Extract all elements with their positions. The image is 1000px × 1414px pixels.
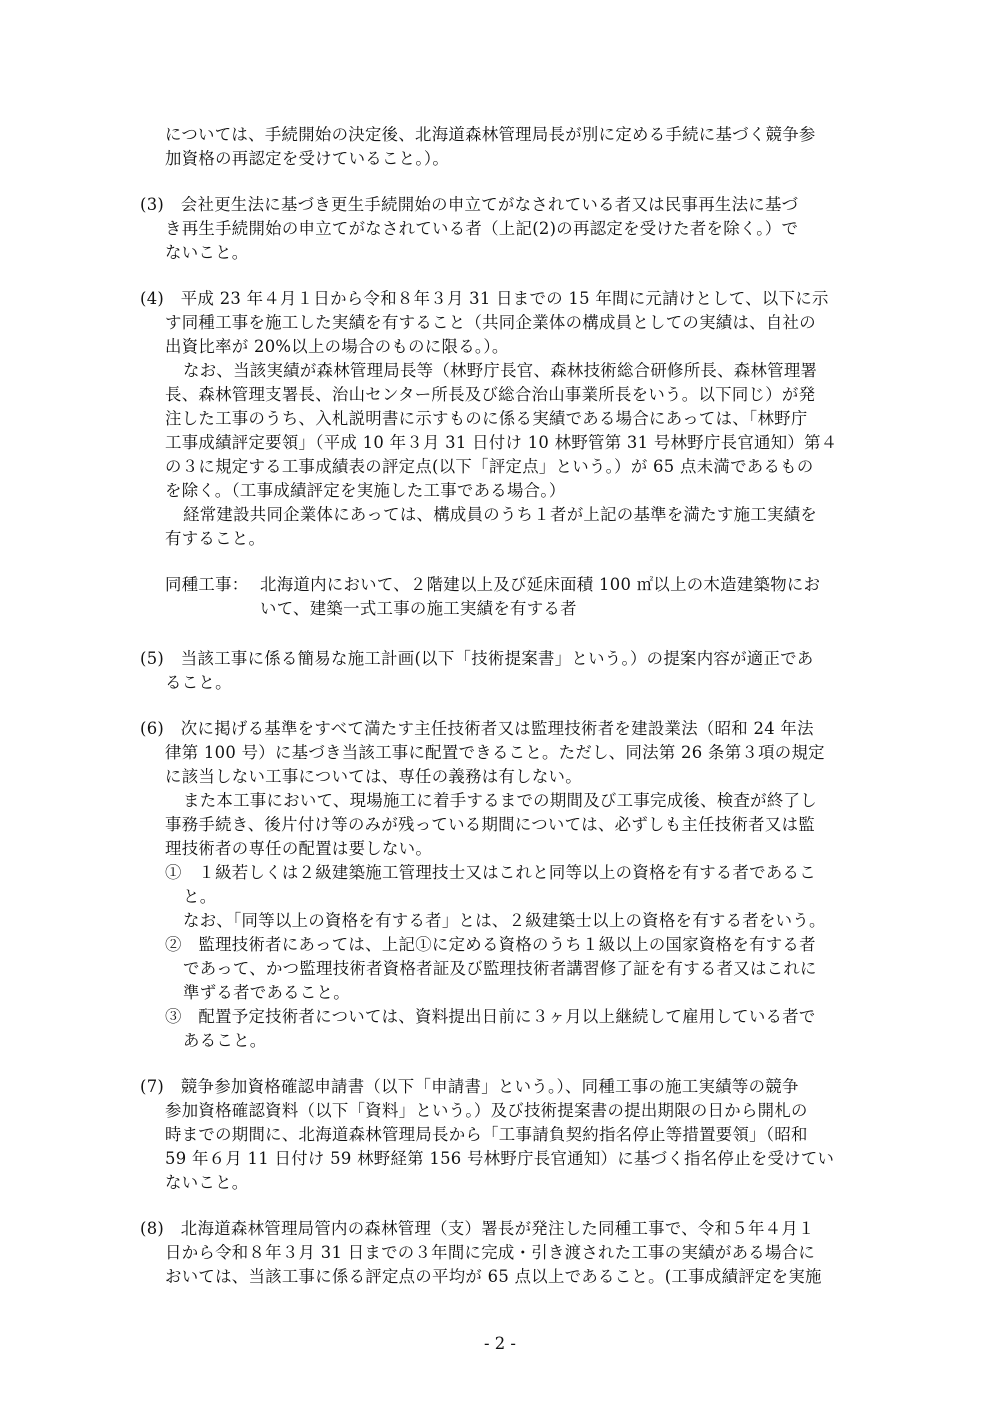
item-7-line: 時までの期間に、北海道森林管理局長から「工事請負契約指名停止等措置要領」（昭和 [165,1125,808,1144]
item-4-line: (4) 平成 23 年４月１日から令和８年３月 31 日までの 15 年間に元請けとして、以下に示 [140,289,829,308]
item-4-line: 工事成績評定要領」（平成 10 年３月 31 日付け 10 林野管第 31 号林野庁長官通知）第４ [165,433,838,452]
item-8-line: (8) 北海道森林管理局管内の森林管理（支）署長が発注した同種工事で、令和５年４月１ [140,1219,815,1238]
item-6-line: (6) 次に掲げる基準をすべて満たす主任技術者又は監理技術者を建設業法（昭和 24 年法 [140,719,814,738]
item-6-sub-2: 準ずる者であること。 [183,983,350,1002]
item-4-line: の３に規定する工事成績表の評定点(以下「評定点」という。）が 65 点未満であるもの [165,457,814,476]
item-6-sub-1: と。 [183,887,217,906]
item-4-line: 注した工事のうち、入札説明書に示すものに係る実績である場合にあっては、「林野庁 [165,409,808,428]
item-4-line: 出資比率が 20%以上の場合のものに限る。）。 [165,337,509,356]
item-6-line: 律第 100 号）に基づき当該工事に配置できること。ただし、同法第 26 条第３項の規定 [165,743,825,762]
item-7-line: ないこと。 [165,1173,249,1192]
item-6-sub-1: ① １級若しくは２級建築施工管理技士又はこれと同等以上の資格を有する者であるこ [165,863,816,882]
item-6-sub-3: あること。 [183,1031,267,1050]
same-type-work-text: いて、建築一式工事の施工実績を有する者 [260,599,577,618]
item-7-line: 59 年６月 11 日付け 59 林野経第 156 号林野庁長官通知）に基づく指名停止を受けてい [165,1149,835,1168]
item-6-sub-1-note: なお、「同等以上の資格を有する者」とは、２級建築士以上の資格を有する者をいう。 [183,911,826,930]
text-line: 加資格の再認定を受けていること。）。 [165,149,450,168]
same-type-work-label: 同種工事： [165,575,249,594]
item-7-line: 参加資格確認資料（以下「資料」という。）及び技術提案書の提出期限の日から開札の [165,1101,808,1120]
item-6-sub-3: ③ 配置予定技術者については、資料提出日前に３ヶ月以上継続して雇用している者で [165,1007,816,1026]
item-4-line: 長、森林管理支署長、治山センター所長及び総合治山事業所長をいう。以下同じ）が発 [165,385,816,404]
item-5-line: ること。 [165,673,232,692]
item-4-line: 有すること。 [165,529,266,548]
item-8-line: 日から令和８年３月 31 日までの３年間に完成・引き渡された工事の実績がある場合に [165,1243,816,1262]
item-6-sub-2: であって、かつ監理技術者資格者証及び監理技術者講習修了証を有する者又はこれに [183,959,817,978]
item-8-line: おいては、当該工事に係る評定点の平均が 65 点以上であること。(工事成績評定を実施 [165,1267,822,1286]
item-6-line: 理技術者の専任の配置は要しない。 [165,839,433,858]
item-4-line: なお、当該実績が森林管理局長等（林野庁長官、森林技術総合研修所長、森林管理署 [183,361,818,380]
item-3-line: (3) 会社更生法に基づき更生手続開始の申立てがなされている者又は民事再生法に基づ [140,195,799,214]
same-type-work-text: 北海道内において、２階建以上及び延床面積 100 ㎡以上の木造建築物にお [260,575,821,594]
item-3-line: ないこと。 [165,243,249,262]
page-number: - 2 - [484,1334,516,1353]
item-5-line: (5) 当該工事に係る簡易な施工計画(以下「技術提案書」という。）の提案内容が適正であ [140,649,814,668]
text-line: については、手続開始の決定後、北海道森林管理局長が別に定める手続に基づく競争参 [165,125,816,144]
item-6-sub-2: ② 監理技術者にあっては、上記①に定める資格のうち１級以上の国家資格を有する者 [165,935,816,954]
item-7-line: (7) 競争参加資格確認申請書（以下「申請書」という。）、同種工事の施工実績等の競争 [140,1077,799,1096]
item-4-line: 経常建設共同企業体にあっては、構成員のうち１者が上記の基準を満たす施工実績を [183,505,818,524]
item-4-line: を除く。（工事成績評定を実施した工事である場合。） [165,481,566,500]
item-6-line: 事務手続き、後片付け等のみが残っている期間については、必ずしも主任技術者又は監 [165,815,815,834]
item-6-line: また本工事において、現場施工に着手するまでの期間及び工事完成後、検査が終了し [183,791,817,810]
item-3-line: き再生手続開始の申立てがなされている者（上記(2)の再認定を受けた者を除く。）で [165,219,799,238]
item-4-line: す同種工事を施工した実績を有すること（共同企業体の構成員としての実績は、自社の [165,313,816,332]
item-6-line: に該当しない工事については、専任の義務は有しない。 [165,767,582,786]
